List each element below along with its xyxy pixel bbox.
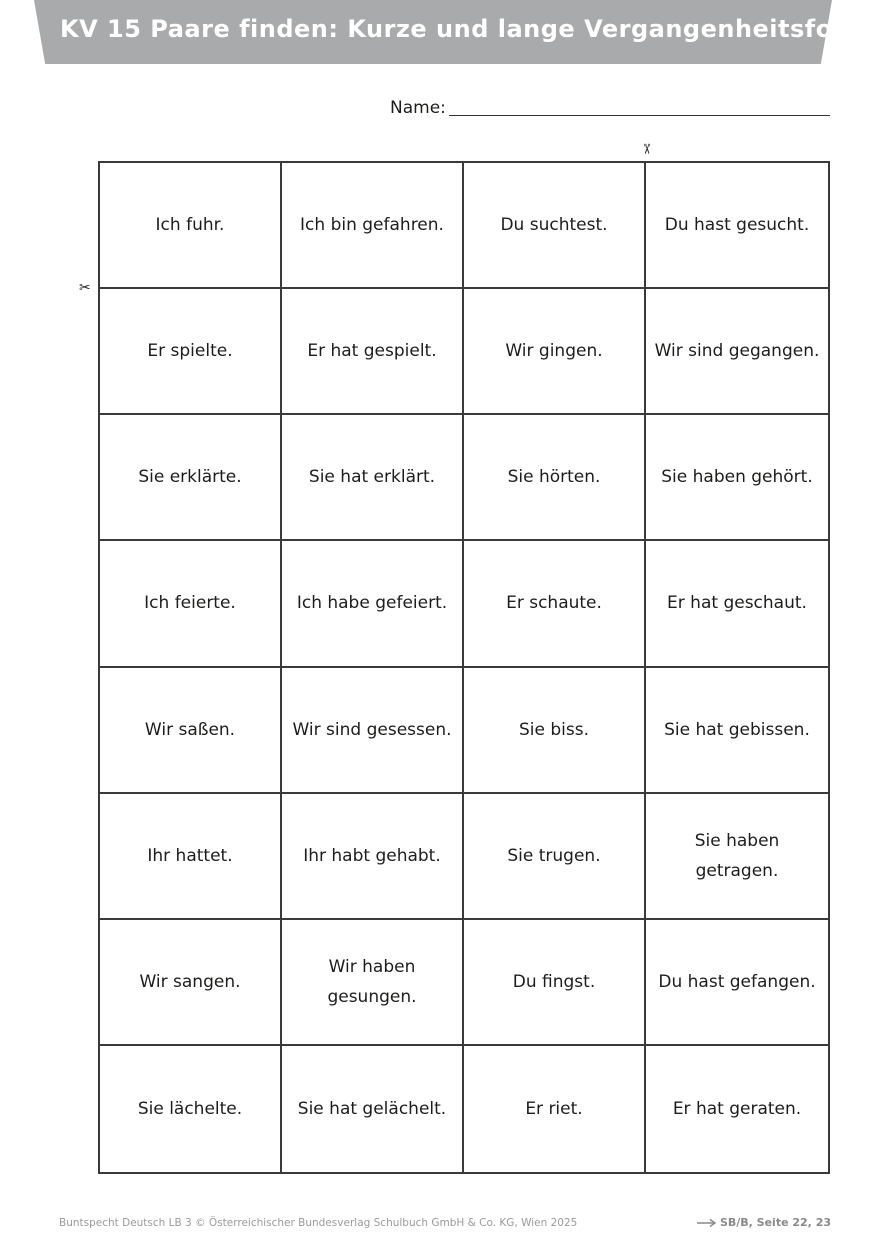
card[interactable] bbox=[464, 668, 646, 794]
card[interactable] bbox=[282, 794, 464, 920]
card[interactable] bbox=[100, 415, 282, 541]
card-text: Sie lächelte. bbox=[137, 1098, 243, 1119]
scissors-icon: ✂ bbox=[637, 143, 654, 155]
card[interactable] bbox=[282, 920, 464, 1046]
card-text: Wir sind gegangen. bbox=[654, 341, 820, 362]
card-text: Sie hörten. bbox=[507, 467, 601, 488]
card[interactable] bbox=[646, 415, 828, 541]
card[interactable] bbox=[464, 289, 646, 415]
name-label: Name: bbox=[390, 98, 446, 118]
card-text: Wir sangen. bbox=[139, 971, 241, 992]
card[interactable] bbox=[100, 1046, 282, 1172]
footer-reference-text: SB/B, Seite 22, 23 bbox=[719, 1216, 831, 1229]
card[interactable] bbox=[282, 541, 464, 667]
card[interactable] bbox=[282, 289, 464, 415]
card-text: Er schaute. bbox=[506, 593, 602, 614]
card[interactable] bbox=[464, 920, 646, 1046]
card-text: Ich bin gefahren. bbox=[300, 215, 444, 236]
card[interactable] bbox=[464, 415, 646, 541]
name-input-line[interactable] bbox=[449, 115, 830, 116]
card-text: Er hat geraten. bbox=[672, 1098, 802, 1119]
card[interactable] bbox=[646, 163, 828, 289]
card-grid bbox=[98, 161, 830, 1174]
card-text: Du hast gefangen. bbox=[658, 971, 816, 992]
card[interactable] bbox=[100, 668, 282, 794]
card-text: Er hat gespielt. bbox=[307, 341, 437, 362]
card-text: Sie haben getragen. bbox=[694, 830, 780, 881]
card-text: Ich feierte. bbox=[144, 593, 236, 614]
card-text: Du fingst. bbox=[512, 971, 596, 992]
footer-copyright: Buntspecht Deutsch LB 3 © Österreichischer Bundesverlag Schulbuch GmbH & Co. KG, Wien 2025 bbox=[59, 1217, 578, 1229]
card-text: Sie hat gebissen. bbox=[664, 719, 810, 740]
card-text: Du suchtest. bbox=[500, 215, 608, 236]
card-text: Sie hat erklärt. bbox=[308, 467, 436, 488]
card-text: Sie haben gehört. bbox=[661, 467, 813, 488]
card[interactable] bbox=[282, 415, 464, 541]
card-text: Wir sind gesessen. bbox=[292, 719, 452, 740]
card-text: Sie biss. bbox=[518, 719, 589, 740]
card[interactable] bbox=[100, 794, 282, 920]
card[interactable] bbox=[464, 541, 646, 667]
card-text: Sie erklärte. bbox=[138, 467, 242, 488]
card[interactable] bbox=[646, 920, 828, 1046]
card-text: Ich fuhr. bbox=[155, 215, 225, 236]
card[interactable] bbox=[282, 668, 464, 794]
card-text: Wir gingen. bbox=[505, 341, 603, 362]
card[interactable] bbox=[464, 794, 646, 920]
card-text: Sie trugen. bbox=[507, 845, 601, 866]
card-text: Ich habe gefeiert. bbox=[296, 593, 448, 614]
card[interactable] bbox=[100, 541, 282, 667]
card[interactable] bbox=[646, 668, 828, 794]
card-text: Ihr habt gehabt. bbox=[303, 845, 441, 866]
card[interactable] bbox=[646, 1046, 828, 1172]
card[interactable] bbox=[100, 163, 282, 289]
card-text: Er hat geschaut. bbox=[667, 593, 807, 614]
card[interactable] bbox=[282, 163, 464, 289]
card[interactable] bbox=[282, 1046, 464, 1172]
card[interactable] bbox=[464, 163, 646, 289]
page-title: KV 15 Paare finden: Kurze und lange Vergangenheitsform bbox=[60, 15, 871, 43]
card[interactable] bbox=[646, 541, 828, 667]
scissors-icon: ✂ bbox=[79, 280, 91, 296]
card-text: Er spielte. bbox=[147, 341, 233, 362]
name-row bbox=[390, 98, 832, 122]
card-text: Du hast gesucht. bbox=[664, 215, 810, 236]
card-text: Sie hat gelächelt. bbox=[297, 1098, 447, 1119]
footer-reference bbox=[697, 1216, 831, 1229]
card[interactable] bbox=[646, 794, 828, 920]
card[interactable] bbox=[464, 1046, 646, 1172]
card[interactable] bbox=[100, 920, 282, 1046]
card-text: Wir haben gesungen. bbox=[327, 956, 417, 1007]
card-text: Er riet. bbox=[525, 1098, 583, 1119]
arrow-right-icon bbox=[697, 1218, 717, 1228]
card-text: Ihr hattet. bbox=[147, 845, 233, 866]
card-text: Wir saßen. bbox=[144, 719, 236, 740]
card[interactable] bbox=[100, 289, 282, 415]
card[interactable] bbox=[646, 289, 828, 415]
